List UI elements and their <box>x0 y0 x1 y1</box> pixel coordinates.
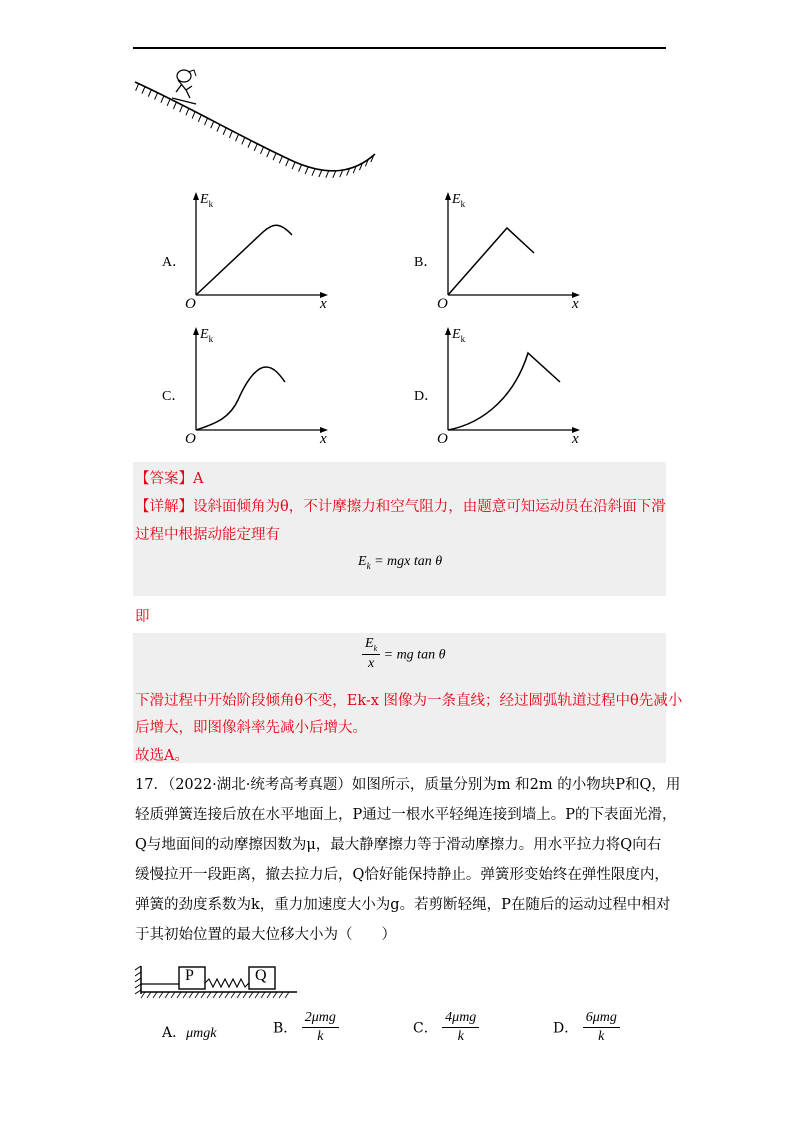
graph-d-origin: O <box>437 431 448 447</box>
graph-a-origin: O <box>185 296 196 312</box>
q17-line-3: Q与地面间的动摩擦因数为μ，最大静摩擦力等于滑动摩擦力。用水平拉力将Q向右 <box>135 837 662 853</box>
answer-final: 故选A。 <box>135 748 189 764</box>
graph-a-ek: $E_k$ <box>200 192 214 209</box>
block-p-label: P <box>185 967 194 984</box>
skier-icon <box>172 70 196 104</box>
graph-c-origin: O <box>185 431 196 447</box>
q17-line-5: 弹簧的劲度系数为k，重力加速度大小为g。若剪断轻绳，P在随后的运动过程中相对 <box>135 897 671 913</box>
equation-2: $\frac{E_k}{x}$ = mg tan θ <box>362 636 445 672</box>
q17-line-1: 17．（2022·湖北·统考高考真题）如图所示，质量分别为m 和2m 的小物块P和Q，用 <box>135 777 681 793</box>
option-c-label: C． <box>162 389 186 404</box>
block-q-label: Q <box>255 967 267 984</box>
equation-2-fraction: $\frac{E_k}{x}$ <box>362 636 380 672</box>
option-a-label: A． <box>162 255 187 270</box>
answer-para-line1: 下滑过程中开始阶段倾角θ不变，Ek-x 图像为一条直线；经过圆弧轨道过程中θ先减小 <box>135 693 683 709</box>
answer-detail-line1: 【详解】设斜面倾角为θ，不计摩擦力和空气阻力，由题意可知运动员在沿斜面下滑 <box>135 499 666 515</box>
graph-c-ek: $E_k$ <box>200 327 214 344</box>
equation-1: $E_k$ = mgx tan θ <box>358 554 443 571</box>
answer-label: 【答案】A <box>135 471 204 487</box>
graph-d-ek: $E_k$ <box>452 327 466 344</box>
option-d-label: D． <box>414 389 439 404</box>
q17-line-6: 于其初始位置的最大位移大小为（ ） <box>135 927 396 943</box>
graph-a-x: x <box>320 296 327 312</box>
graph-c-x: x <box>320 431 327 447</box>
graph-b-x: x <box>572 296 579 312</box>
choice-b[interactable]: B． $\frac{\text{2μmg}}{k}$ <box>273 1010 339 1045</box>
spring-icon <box>205 979 249 987</box>
graph-d-x: x <box>572 431 579 447</box>
header-rule <box>133 47 666 49</box>
ski-slope-figure <box>130 62 380 187</box>
choice-d[interactable]: D． $\frac{\text{6μmg}}{k}$ <box>553 1010 620 1045</box>
option-b-label: B． <box>414 255 438 270</box>
spring-block-figure <box>135 962 305 1000</box>
answer-ji: 即 <box>135 609 150 625</box>
graph-b-ek: $E_k$ <box>452 192 466 209</box>
choice-a[interactable]: A．μmgk <box>162 1025 217 1041</box>
answer-detail-line2: 过程中根据动能定理有 <box>135 527 280 543</box>
answer-para-line2: 后增大，即图像斜率先减小后增大。 <box>135 720 367 736</box>
q17-line-2: 轻质弹簧连接后放在水平地面上，P通过一根水平轻绳连接到墙上。P的下表面光滑， <box>135 807 677 823</box>
graph-b-origin: O <box>437 296 448 312</box>
choice-c[interactable]: C． $\frac{\text{4μmg}}{k}$ <box>413 1010 479 1045</box>
q17-line-4: 缓慢拉开一段距离，撤去拉力后，Q恰好能保持静止。弹簧形变始终在弹性限度内， <box>135 867 669 883</box>
